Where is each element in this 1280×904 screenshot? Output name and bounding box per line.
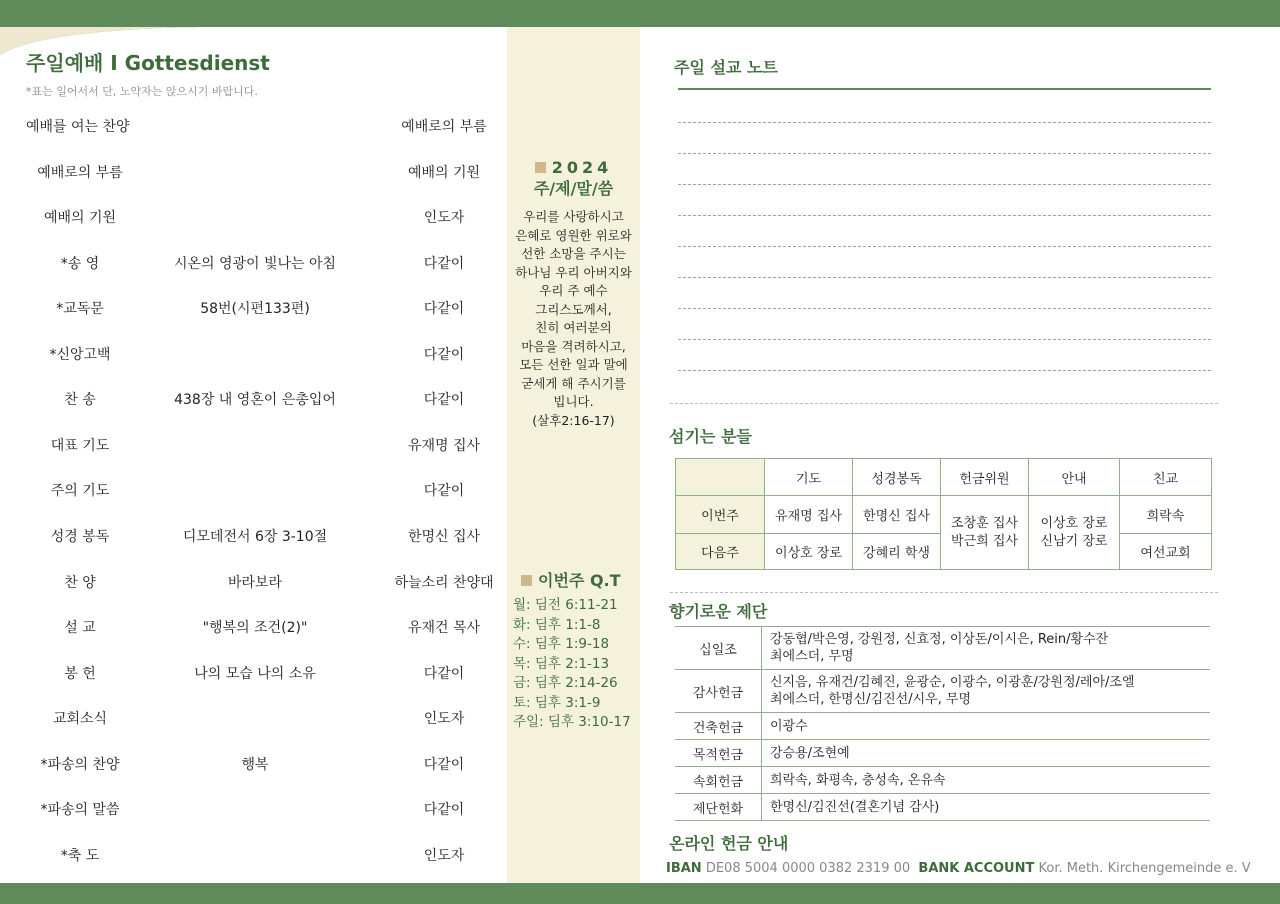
offering-line: 강승용/조현예 [762, 740, 1211, 767]
qt-item: 금: 딤후 2:14-26 [513, 675, 618, 691]
theme-line: 굳세게 해 주시기를 [521, 375, 626, 391]
header-cell: 헌금위원 [941, 459, 1029, 496]
order-row [0, 833, 500, 879]
order-row [0, 514, 500, 560]
order-content: 58번(시편133편) [200, 301, 310, 317]
theme-title: 주/제/말/씀 [533, 179, 614, 198]
theme-line: 은혜로 영원한 위로와 [515, 227, 632, 243]
order-item: 찬 송 [64, 392, 96, 408]
qt-list [513, 596, 631, 733]
offering-label: 목적헌금 [675, 740, 762, 767]
order-row [0, 195, 500, 241]
bank-info [666, 861, 1251, 876]
bottom-bar [0, 883, 1280, 904]
offering-names [762, 627, 1211, 670]
order-item: 교회소식 [52, 711, 108, 727]
theme-line: 선한 소망을 주시는 [521, 246, 626, 261]
servers-title: 섬기는 분들 [669, 427, 752, 446]
order-item: 예배로의 부름 [37, 165, 123, 181]
offering-row [675, 627, 1210, 670]
order-item: 봉 헌 [64, 666, 96, 682]
offering-line: 강동협/박은영, 강원정, 신효정, 이상돈/이시은, Rein/황수잔 [770, 632, 1109, 647]
order-row [0, 560, 500, 606]
order-person: 유재건 목사 [407, 620, 481, 636]
offering-names [762, 670, 1211, 713]
guide-name: 이상호 장로 [1040, 515, 1108, 531]
order-row [0, 377, 500, 423]
order-content: 시온의 영광이 빛나는 아침 [173, 256, 337, 272]
theme-heading [507, 157, 640, 199]
qt-item: 토: 딤후 3:1-9 [513, 694, 601, 711]
order-content: 나의 모습 나의 소유 [194, 666, 316, 682]
order-row [0, 605, 500, 651]
row-label: 다음주 [676, 534, 765, 570]
offering-row [675, 767, 1210, 794]
order-person: 인도자 [423, 711, 465, 727]
section-divider [670, 592, 1218, 593]
note-line [678, 246, 1211, 247]
qt-title: 이번주 Q.T [538, 571, 621, 590]
online-offering-title: 온라인 헌금 안내 [669, 834, 789, 853]
header-cell: 성경봉독 [853, 459, 941, 496]
theme-line: (살후2:16-17) [532, 412, 615, 428]
note-line [678, 277, 1211, 278]
servers-row-this-week [676, 496, 1212, 534]
offering-committee-name: 박근희 집사 [951, 533, 1018, 549]
order-person: 한명신 집사 [407, 529, 481, 545]
section-divider [670, 403, 1218, 404]
note-line [678, 122, 1211, 123]
friendship-cell: 여선교회 [1120, 534, 1212, 570]
theme-line: 빕니다. [553, 394, 594, 409]
sermon-note-title: 주일 설교 노트 [674, 58, 778, 77]
row-label: 이번주 [676, 496, 765, 534]
order-content: 행복 [241, 757, 269, 773]
offering-row [675, 740, 1210, 767]
note-line [678, 370, 1211, 371]
order-person: 다같이 [423, 392, 465, 408]
qt-item: 월: 딤전 6:11-21 [513, 597, 618, 613]
order-row [0, 651, 500, 697]
order-person: 다같이 [423, 483, 465, 499]
order-row [0, 423, 500, 469]
order-item: 예배를 여는 찬양 [26, 119, 130, 135]
order-person: 하늘소리 찬양대 [394, 575, 494, 591]
order-content: 438장 내 영혼이 은총입어 [174, 392, 336, 408]
order-item: *송 영 [60, 256, 100, 272]
header-cell: 친교 [1120, 459, 1212, 496]
offering-label: 속회헌금 [675, 767, 762, 794]
prayer-cell: 유재명 집사 [765, 496, 853, 534]
order-row [0, 150, 500, 196]
account-label: BANK ACCOUNT [918, 861, 1035, 876]
service-note: *표는 일어서서 단, 노약자는 앉으시기 바랍니다. [26, 85, 258, 98]
offering-label: 제단헌화 [675, 794, 762, 821]
offering-row [675, 670, 1210, 713]
qt-item: 수: 딤후 1:9-18 [513, 636, 610, 652]
friendship-cell: 희락속 [1120, 496, 1212, 534]
order-person: 다같이 [423, 757, 465, 773]
order-person: 다같이 [423, 347, 465, 363]
offering-line: 최에스더, 무명 [770, 649, 854, 664]
order-row [0, 332, 500, 378]
theme-line: 그리스도께서, [535, 301, 612, 317]
qt-item: 목: 딤후 2:1-13 [513, 655, 610, 672]
order-item: 설 교 [64, 620, 96, 636]
theme-line: 하나님 우리 아버지와 [515, 264, 632, 280]
offering-committee-name: 조창훈 집사 [951, 515, 1018, 531]
offering-committee-cell [941, 496, 1029, 570]
theme-verse [507, 208, 640, 430]
prayer-cell: 이상호 장로 [765, 534, 853, 570]
order-item: *파송의 말씀 [40, 802, 120, 818]
order-person: 다같이 [423, 802, 465, 818]
order-row [0, 104, 500, 150]
guide-name: 신남기 장로 [1040, 533, 1108, 549]
note-line [678, 339, 1211, 340]
iban-label: IBAN [666, 861, 702, 876]
note-line [678, 308, 1211, 309]
order-person: 인도자 [423, 210, 465, 226]
order-item: 예배의 기원 [43, 210, 117, 226]
square-bullet-icon [521, 575, 532, 586]
offering-line: 최에스더, 한명신/김진선/시우, 무명 [770, 692, 972, 707]
theme-line: 우리 주 예수 [539, 283, 608, 298]
offerings-table [675, 626, 1210, 821]
offering-line: 신지음, 유재건/김혜진, 윤광순, 이광수, 이광훈/강원정/레아/조엘 [770, 675, 1135, 690]
order-person: 유재명 집사 [407, 438, 481, 454]
order-person: 인도자 [423, 848, 465, 864]
theme-column [507, 27, 640, 883]
offering-label: 건축헌금 [675, 713, 762, 740]
order-row [0, 286, 500, 332]
order-row [0, 787, 500, 833]
order-item: 대표 기도 [50, 438, 110, 454]
theme-line: 친히 여러분의 [535, 320, 612, 335]
header-cell: 기도 [765, 459, 853, 496]
note-line [678, 184, 1211, 185]
offering-label: 감사헌금 [675, 670, 762, 713]
header-cell: 안내 [1029, 459, 1120, 496]
order-item: 성경 봉독 [50, 529, 110, 545]
iban-value: DE08 5004 0000 0382 2319 00 [705, 861, 911, 876]
order-person: 예배로의 부름 [401, 119, 487, 135]
order-row [0, 742, 500, 788]
theme-line: 모든 선한 일과 말에 [519, 357, 628, 372]
order-person: 다같이 [423, 256, 465, 272]
qt-heading [521, 568, 621, 591]
offering-row [675, 794, 1210, 821]
offering-label: 십일조 [675, 627, 762, 670]
order-content: 바라보라 [227, 575, 283, 591]
offerings-title: 향기로운 제단 [669, 602, 768, 621]
offering-row [675, 713, 1210, 740]
order-person: 다같이 [423, 301, 465, 317]
reading-cell: 한명신 집사 [853, 496, 941, 534]
account-value: Kor. Meth. Kirchengemeinde e. V [1038, 861, 1251, 876]
qt-item: 주일: 딤후 3:10-17 [513, 714, 631, 730]
order-item: 주의 기도 [50, 483, 110, 499]
theme-year: 2024 [551, 158, 613, 177]
note-line [678, 153, 1211, 154]
order-content: 디모데전서 6장 3-10절 [182, 529, 328, 545]
corner-cell [676, 459, 765, 496]
order-row [0, 696, 500, 742]
order-item: *파송의 찬양 [40, 757, 120, 773]
service-title: 주일예배 I Gottesdienst [26, 51, 270, 75]
guide-cell [1029, 496, 1120, 570]
order-item: *신앙고백 [49, 347, 111, 363]
offering-line: 한명신/김진선(결혼기념 감사) [762, 794, 1211, 821]
offering-line: 희락속, 화평속, 충성속, 온유속 [762, 767, 1211, 794]
order-row [0, 468, 500, 514]
qt-item: 화: 딤후 1:1-8 [513, 616, 601, 633]
order-row [0, 241, 500, 287]
order-person: 다같이 [423, 666, 465, 682]
order-item: 찬 양 [64, 575, 96, 591]
theme-line: 우리를 사랑하시고 [523, 209, 624, 224]
reading-cell: 강혜리 학생 [853, 534, 941, 570]
theme-line: 마음을 격려하시고, [521, 338, 626, 354]
square-bullet-icon [535, 162, 546, 173]
order-person: 예배의 기원 [407, 165, 481, 181]
order-item: *축 도 [60, 848, 100, 864]
servers-table [675, 458, 1212, 570]
note-title-rule [678, 88, 1211, 90]
offering-line: 이광수 [762, 713, 1211, 740]
servers-header-row [676, 459, 1212, 496]
order-content: "행복의 조건(2)" [202, 620, 308, 636]
note-line [678, 215, 1211, 216]
order-item: *교독문 [56, 301, 104, 317]
